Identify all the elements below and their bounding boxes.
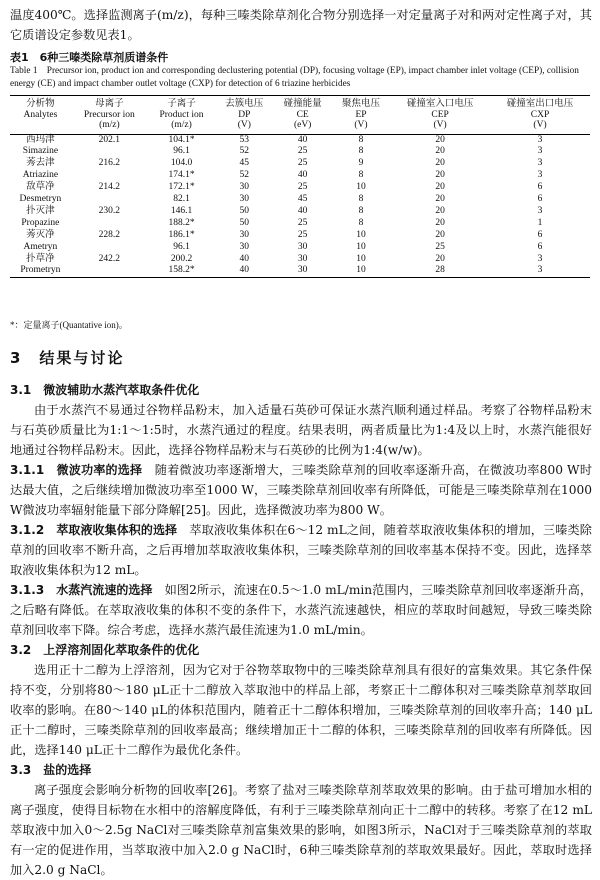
ep-value: 8 [358,170,364,181]
table-row [10,265,590,277]
ep-value: 10 [356,182,366,193]
product-ion: 82.1 [173,194,190,205]
table-header-cell [148,96,215,135]
ce-value: 45 [297,194,308,205]
precursor-ion [71,194,148,206]
dp-value: 53 [239,134,250,145]
cep-value: 20 [435,134,445,145]
header-en: CEP [431,109,449,120]
ce-value: 40 [297,205,308,216]
header-unit: (V) [433,120,447,130]
header-cn: 去簇电压 [225,99,264,109]
cep-value: 20 [435,170,445,181]
ep-value: 8 [358,134,364,145]
paragraph-3-1-1 [10,460,592,520]
analyte-name-cn: 莠去津 [26,158,55,169]
dp-value: 52 [239,170,250,181]
ce-value: 30 [297,241,308,252]
dp-value: 30 [239,194,250,205]
cep-value: 20 [435,158,445,169]
paragraph-3-3: 离子强度会影响分析物的回收率[26]。考察了盐对三嗪类除草剂萃取效果的影响。由于盐可增加水相的离子强度，使得目标物在水相中的溶解度降低，有利于三嗪类除草剂向正十二醇中的转移。考察了在12 mL萃取液中加入0～2.5g NaCl对三嗪类除草剂富集效果的影响，如图3所示，NaCl对于三嗪类除草剂的萃取有一定的促进作用，当萃取液中加入2.0 g NaCl时，6种三嗪类除草剂的萃取效果最好。因此，萃取时选择加入2.0 g NaCl。 [10,783,592,877]
dp-value: 52 [239,146,250,157]
ep-value: 10 [356,253,366,264]
ce-value: 25 [297,229,308,240]
precursor-ion [71,242,148,254]
table-row [10,182,590,194]
product-ion: 158.2* [168,265,195,276]
analyte-name-en: Ametryn [23,241,58,252]
analyte-name-en: Prometryn [20,265,61,276]
table-header-cell [390,96,490,135]
ce-value: 40 [297,170,308,181]
dp-value: 30 [239,229,250,240]
text-3-1-2: 萃取液收集体积在6～12 mL之间，随着萃取液收集体积的增加，三嗪类除草剂的回收率不断升高，之后再增加萃取液收集体积，三嗪类除草剂的回收率基本保持不变。因此，选择萃取液收集体积为12 mL。 [10,523,592,577]
analyte-name-en: Simazine [22,146,59,157]
cxp-value: 3 [537,134,543,145]
cxp-value: 3 [537,253,543,264]
product-ion: 104.1* [168,134,195,145]
ce-value: 25 [297,158,308,169]
table-header-cell [273,96,331,135]
cxp-value: 3 [537,146,543,157]
dp-value: 45 [239,158,250,169]
table-row [10,206,590,218]
header-cn: 子离子 [167,99,196,109]
paragraph-3-1: 由于水蒸汽不易通过谷物样品粉末，加入适量石英砂可保证水蒸汽顺利通过样品。考察了谷物样品粉末与石英砂质量比为1:1～1:5时，水蒸汽通过的程度。结果表明，两者质量比为1:4及以上时，水蒸汽能很好地通过谷物样品粉末。因此，选择谷物样品粉末与石英砂的比例为1:4(w/w)。 [10,403,592,457]
analyte-name-cn: 扑灭津 [26,205,55,216]
text-3-1-3: 如图2所示，流速在0.5～1.0 mL/min范围内，三嗪类除草剂回收率逐渐升高，之后略有降低。在萃取液收集的体积不变的条件下，水蒸汽流速越快，相应的萃取时间越短，导致三嗪类除草剂回收率下降。综合考虑，选择水蒸汽最佳流速为1.0 mL/min。 [10,583,593,637]
analyte-name-en: Atriazine [22,170,59,181]
ce-value: 30 [297,253,308,264]
lead-paragraph: 温度400℃。选择监测离子(m/z)，每种三嗪类除草剂化合物分别选择一对定量离子对和两对定性离子对，其它质谱设定参数见表1。 [10,8,592,42]
ep-value: 8 [358,194,364,205]
cxp-value: 3 [537,205,543,216]
cep-value: 20 [435,182,445,193]
product-ion: 96.1 [173,241,190,252]
analyte-name-cn: 莠灭净 [26,229,55,240]
cxp-value: 6 [537,229,543,240]
subsection-title-3-1-3: 3.1.3 水蒸汽流速的选择 [10,583,153,597]
precursor-ion [71,170,148,182]
header-cn: 碰撞室出口电压 [506,99,574,109]
cep-value: 20 [435,146,445,157]
product-ion: 188.2* [168,217,195,228]
analyte-name-en: Desmetryn [19,194,62,205]
ep-value: 10 [356,241,366,252]
ce-value: 25 [297,182,308,193]
dp-value: 40 [239,265,250,276]
precursor-ion [71,218,148,230]
precursor-ion: 230.2 [98,205,121,216]
ms-conditions-table [10,95,590,278]
header-cn: 聚焦电压 [341,99,380,109]
dp-value: 50 [239,217,250,228]
cxp-value: 3 [537,170,543,181]
product-ion: 96.1 [173,146,190,157]
cep-value: 20 [435,205,445,216]
header-unit: (m/z) [99,120,120,130]
table-row [10,242,590,254]
header-en: EP [355,109,367,120]
table-header-cell [215,96,273,135]
dp-value: 30 [239,241,250,252]
table-header-cell [332,96,390,135]
header-unit: (V) [533,120,547,130]
section-3-1 [10,380,592,880]
ce-value: 40 [297,134,308,145]
ep-value: 8 [358,217,364,228]
analyte-name-cn: 西玛津 [26,134,55,145]
table-row [10,158,590,170]
ce-value: 25 [297,146,308,157]
dp-value: 30 [239,182,250,193]
cxp-value: 6 [537,241,543,252]
table-row [10,146,590,158]
subsection-title-3-1-1: 3.1.1 微波功率的选择 [10,463,143,477]
product-ion: 146.1 [170,205,193,216]
cep-value: 25 [435,241,445,252]
header-en: Product ion [159,109,204,120]
cxp-value: 3 [537,265,543,276]
precursor-ion: 202.1 [98,134,121,145]
table-row [10,254,590,266]
precursor-ion: 228.2 [98,229,121,240]
dp-value: 40 [239,253,250,264]
subsection-title-3-1: 3.1 微波辅助水蒸汽萃取条件优化 [10,383,200,397]
header-unit: (eV) [293,120,312,130]
dp-value: 50 [239,205,250,216]
table-row [10,170,590,182]
header-en: DP [238,109,251,120]
subsection-title-3-1-2: 3.1.2 萃取液收集体积的选择 [10,523,178,537]
ce-value: 30 [297,265,308,276]
cep-value: 20 [435,229,445,240]
table-header-cell [10,96,71,135]
header-en: Analytes [23,109,58,120]
ep-value: 9 [358,158,364,169]
header-cn: 分析物 [26,99,55,109]
ep-value: 10 [356,265,366,276]
header-cn: 碰撞能量 [283,99,322,109]
product-ion: 104.0 [170,158,193,169]
table-body [10,134,590,278]
header-cn: 母离子 [95,99,124,109]
cep-value: 28 [435,265,445,276]
precursor-ion [71,146,148,158]
product-ion: 172.1* [168,182,195,193]
product-ion: 186.1* [168,229,195,240]
section-title: 3 结果与讨论 [10,349,125,367]
subsection-title-3-3: 3.3 盐的选择 [10,763,92,777]
table-header-cell [490,96,590,135]
header-en: Precursor ion [83,109,135,120]
paragraph-3-1-2 [10,520,592,580]
table-header-row [10,96,590,135]
header-unit: (m/z) [171,120,192,130]
cxp-value: 1 [537,217,543,228]
header-unit: (V) [237,120,251,130]
table-row [10,134,590,146]
table-caption-cn: 表1 6种三嗪类除草剂质谱条件 [10,51,169,64]
table-row [10,230,590,242]
product-ion: 200.2 [170,253,193,264]
ep-value: 8 [358,205,364,216]
table-row [10,194,590,206]
header-cn: 碰撞室入口电压 [406,99,474,109]
product-ion: 174.1* [168,170,195,181]
cep-value: 20 [435,194,445,205]
cxp-value: 6 [537,182,543,193]
header-en: CE [296,109,309,120]
ep-value: 8 [358,146,364,157]
paragraph-3-1-3 [10,580,592,640]
cep-value: 20 [435,217,445,228]
analyte-name-en: Propazine [21,217,60,228]
subsection-title-3-2: 3.2 上浮溶剂固化萃取条件的优化 [10,643,200,657]
precursor-ion [71,265,148,277]
table-footnote: *：定量离子(Quantative ion)。 [10,320,128,330]
precursor-ion: 214.2 [98,182,121,193]
cxp-value: 6 [537,194,543,205]
ep-value: 10 [356,229,366,240]
paragraph-3-2: 选用正十二醇为上浮溶剂，因为它对于谷物萃取物中的三嗪类除草剂具有很好的富集效果。其它条件保持不变，分别将80～180 μL正十二醇放入萃取池中的样品上部，考察正十二醇体积对三嗪类除草剂萃取回收率的影响。在80～140 μL的体积范围内，随着正十二醇体积增加，三嗪类除草剂的回收率升高；140 μL正十二醇时，三嗪类除草剂的回收率最高；继续增加正十二醇的体积，三嗪类除草剂的回收率有所降低。因此，选择140 μL正十二醇作为最优化条件。 [10,663,592,757]
cxp-value: 3 [537,158,543,169]
cep-value: 20 [435,253,445,264]
header-unit: (V) [354,120,368,130]
table-row [10,218,590,230]
table-header-cell [71,96,148,135]
text-3-1-1: 随着微波功率逐渐增大，三嗪类除草剂的回收率逐渐升高，在微波功率800 W时达最大值，之后继续增加微波功率至1000 W，三嗪类除草剂回收率有所降低，可能是三嗪类除草剂在1000 W微波功率辐射能量下部分降解[25]。因此，选择微波功率为800 W。 [10,463,593,517]
table-caption-en: Table 1 Precursor ion, product ion and corresponding declustering potential (DP), focusing voltage (EP), impact chamber inlet voltage (CEP), collision energy (CE) and impact chamber outlet voltage (CXP) for detection of 6 triazine herbicides [10,66,579,89]
precursor-ion: 242.2 [98,253,121,264]
ce-value: 25 [297,217,308,228]
analyte-name-cn: 敌草净 [26,182,55,193]
precursor-ion: 216.2 [98,158,121,169]
header-en: CXP [530,109,550,120]
analyte-name-cn: 扑草净 [26,253,55,264]
